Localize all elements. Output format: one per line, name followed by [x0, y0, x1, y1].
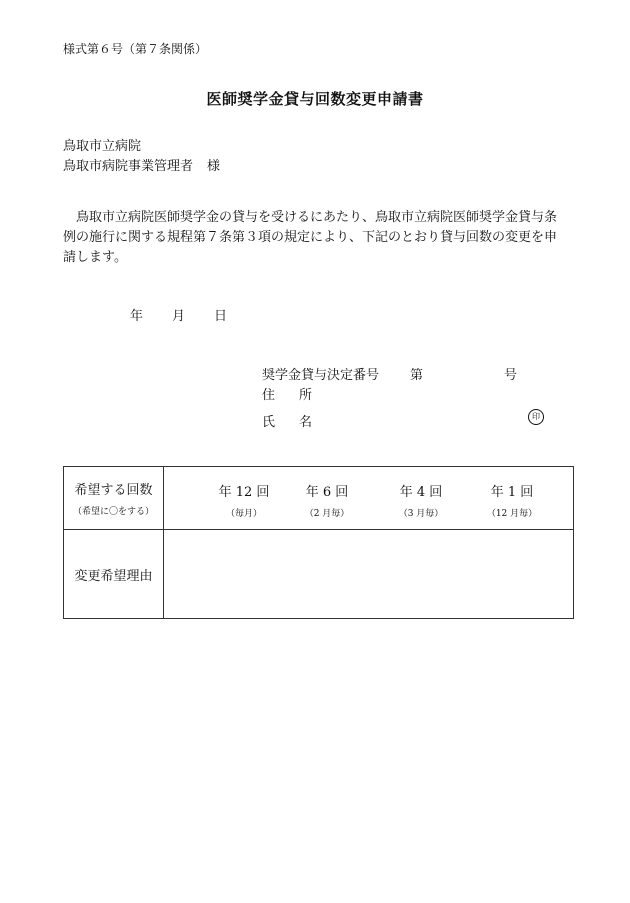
decision-number-prefix: 第 — [410, 368, 424, 383]
application-statement — [63, 208, 583, 268]
date-field[interactable] — [130, 305, 227, 324]
decision-number-suffix: 号 — [504, 368, 518, 383]
addressee-hospital: 鳥取市立病院 — [63, 139, 142, 154]
seal-mark-icon: 印 — [528, 409, 544, 425]
reason-label: 変更希望理由 — [74, 568, 153, 584]
addressee-honorific: 様 — [207, 159, 221, 174]
frequency-options-cell — [164, 467, 574, 530]
frequency-option-1-main: 年 1 回 — [490, 485, 534, 500]
decision-number-row[interactable] — [262, 364, 518, 383]
statement-line-2: 例の施行に関する規程第７条第３項の規定により、下記のとおり貸与回数の変更を申 — [63, 230, 558, 245]
frequency-option-4-sub: （3 月毎） — [398, 509, 444, 519]
frequency-option-12-main: 年 12 回 — [218, 485, 270, 500]
statement-line-3: 請します。 — [63, 250, 127, 265]
address-row[interactable] — [262, 384, 312, 403]
form-number: 様式第６号（第７条関係） — [63, 42, 208, 56]
date-month-label: 月 — [172, 309, 186, 324]
addressee-manager-title: 鳥取市病院事業管理者 — [63, 159, 194, 174]
frequency-label: 希望する回数 — [74, 483, 153, 498]
frequency-option-1[interactable] — [467, 481, 557, 519]
page-title: 医師奨学金貸与回数変更申請書 — [206, 90, 424, 108]
frequency-note: （希望に〇をする） — [72, 507, 154, 517]
decision-number-label: 奨学金貸与決定番号 — [262, 368, 380, 383]
frequency-option-6[interactable] — [282, 481, 372, 519]
name-label-2: 名 — [299, 415, 313, 430]
frequency-option-6-main: 年 6 回 — [305, 485, 349, 500]
date-day-label: 日 — [214, 309, 228, 324]
addressee-manager — [63, 155, 220, 174]
name-row[interactable] — [262, 411, 312, 430]
statement-line-1: 鳥取市立病院医師奨学金の貸与を受けるにあたり、鳥取市立病院医師奨学金貸与条 — [63, 210, 558, 225]
frequency-option-4[interactable] — [376, 481, 466, 519]
frequency-option-1-sub: （12 月毎） — [486, 509, 538, 519]
reason-label-cell — [64, 530, 164, 619]
frequency-label-cell — [64, 467, 164, 530]
frequency-option-12-sub: （毎月） — [225, 509, 262, 519]
frequency-option-6-sub: （2 月毎） — [304, 509, 350, 519]
name-label-1: 氏 — [262, 415, 276, 430]
address-label-1: 住 — [262, 388, 276, 403]
address-label-2: 所 — [299, 388, 313, 403]
frequency-option-12[interactable] — [199, 481, 289, 519]
reason-input-cell[interactable] — [164, 530, 574, 619]
date-year-label: 年 — [130, 309, 144, 324]
frequency-table — [63, 466, 574, 619]
frequency-option-4-main: 年 4 回 — [399, 485, 443, 500]
